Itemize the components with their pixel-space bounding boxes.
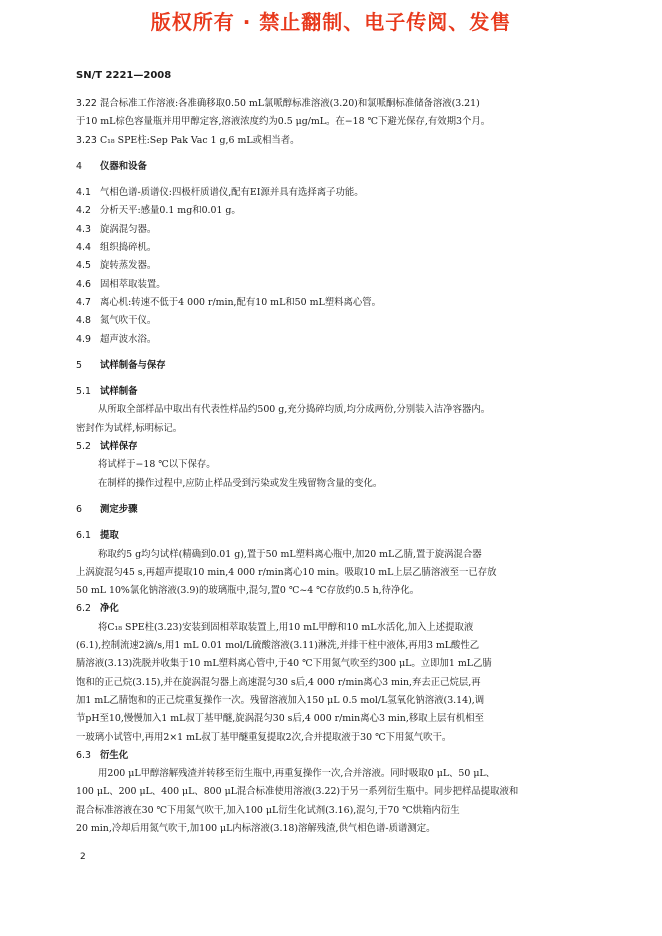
clause-text: 氮气吹干仪。 [100, 315, 157, 327]
section-number: 5 [76, 359, 82, 371]
clause-4-5 [76, 257, 590, 275]
clause-number: 4.5 [76, 260, 91, 272]
paragraph-line: 腈溶液(3.13)洗脱并收集于10 mL塑料离心管中,于40 ℃下用氮气吹至约300 μL。立即加1 mL乙腈 [76, 658, 492, 670]
clause-4-6 [76, 276, 590, 294]
subsection-5-2-heading [76, 438, 590, 456]
section-title: 仪器和设备 [100, 160, 147, 172]
paragraph-line: 一玻璃小试管中,再用2×1 mL叔丁基甲醚重复提取2次,合并提取液于30 ℃下用氮气吹干。 [76, 731, 452, 743]
subsection-title: 衍生化 [100, 749, 129, 761]
paragraph-line: 加1 mL乙腈饱和的正己烷重复操作一次。残留溶液加入150 μL 0.5 mol/L氢氧化钠溶液(3.14),调 [76, 694, 485, 706]
subsection-number: 6.1 [76, 530, 91, 542]
section-number: 6 [76, 503, 82, 515]
section-4-heading [76, 158, 590, 176]
clause-number: 4.6 [76, 278, 91, 290]
clause-number: 4.3 [76, 223, 91, 235]
subsection-6-2-heading [76, 600, 590, 618]
clause-text: 分析天平:感量0.1 mg和0.01 g。 [100, 205, 241, 217]
clause-4-8 [76, 312, 590, 330]
subsection-6-1-heading [76, 527, 590, 545]
clause-text: 旋涡混匀器。 [100, 223, 157, 235]
paragraph-line: (6.1),控制流速2滴/s,用1 mL 0.01 mol/L硫酸溶液(3.11)淋洗,并排干柱中液体,再用3 mL酸性乙 [76, 640, 480, 652]
clause-number: 4.2 [76, 205, 91, 217]
subsection-title: 提取 [100, 530, 119, 542]
paragraph-line: 称取约5 g均匀试样(精确到0.01 g),置于50 mL塑料离心瓶中,加20 mL乙腈,置于旋涡混合器 [98, 548, 482, 560]
subsection-title: 试样保存 [100, 441, 138, 453]
clause-4-9 [76, 331, 590, 349]
clause-text: 气相色谱-质谱仪:四极杆质谱仪,配有EI源并具有选择离子功能。 [100, 187, 364, 199]
clause-text: 组织捣碎机。 [100, 242, 157, 254]
subsection-title: 净化 [100, 603, 119, 615]
paragraph-line: 从所取全部样品中取出有代表性样品约500 g,充分捣碎均质,均分成两份,分别装入洁净容器内。 [98, 404, 491, 416]
subsection-5-1-heading [76, 383, 590, 401]
clause-3-22 [76, 95, 590, 132]
page-number: 2 [80, 852, 86, 862]
clause-number: 4.4 [76, 242, 91, 254]
copyright-banner: 版权所有 · 禁止翻制、电子传阅、发售 [150, 10, 512, 34]
section-5-heading [76, 357, 590, 375]
clause-text: 超声波水浴。 [100, 333, 157, 345]
clause-text: 旋转蒸发器。 [100, 260, 157, 272]
clause-text: 离心机:转速不低于4 000 r/min,配有10 mL和50 mL塑料离心管。 [100, 296, 381, 308]
subsection-number: 6.3 [76, 749, 91, 761]
subsection-title: 试样制备 [100, 386, 138, 398]
standard-code: SN/T 2221—2008 [76, 70, 172, 81]
clause-4-7 [76, 294, 590, 312]
clause-number: 4.1 [76, 187, 91, 199]
subsection-number: 5.1 [76, 386, 91, 398]
subsection-6-3-heading [76, 747, 590, 765]
clause-number: 3.22 [76, 98, 97, 109]
paragraph-line: 混合标准溶液在30 ℃下用氮气吹干,加入100 μL衍生化试剂(3.16),混匀,于70 ℃烘箱内衍生 [76, 804, 460, 816]
paragraph-line: 将C₁₈ SPE柱(3.23)安装到固相萃取装置上,用10 mL甲醇和10 mL水活化,加入上述提取液 [98, 621, 474, 633]
clause-number: 4.8 [76, 315, 91, 327]
clause-text: C₁₈ SPE柱:Sep Pak Vac 1 g,6 mL或相当者。 [100, 134, 300, 146]
clause-4-2 [76, 202, 590, 220]
paragraph-line: 用200 μL甲醇溶解残渣并转移至衍生瓶中,再重复操作一次,合并溶液。同时吸取0 μL、50 μL、 [98, 768, 496, 780]
document-body [76, 95, 590, 838]
paragraph-line: 饱和的正己烷(3.15),并在旋涡混匀器上高速混匀30 s后,4 000 r/min离心3 min,弃去正己烷层,再 [76, 676, 481, 688]
paragraph-line: 上涡旋混匀45 s,再超声提取10 min,4 000 r/min离心10 min。吸取10 mL上层乙腈溶液至一已存放 [76, 566, 497, 578]
paragraph-line: 节pH至10,慢慢加入1 mL叔丁基甲醚,旋涡混匀30 s后,4 000 r/min离心3 min,移取上层有机相至 [76, 713, 484, 725]
subsection-number: 5.2 [76, 441, 91, 453]
paragraph-line: 将试样于−18 ℃以下保存。 [98, 459, 216, 471]
section-6-heading [76, 501, 590, 519]
paragraph-line: 50 mL 10%氯化钠溶液(3.9)的玻璃瓶中,混匀,置0 ℃~4 ℃存放约0.5 h,待净化。 [76, 585, 420, 597]
section-title: 测定步骤 [100, 503, 138, 515]
clause-4-3 [76, 221, 590, 239]
clause-number: 4.7 [76, 296, 91, 308]
clause-text: 固相萃取装置。 [100, 278, 166, 290]
clause-number: 3.23 [76, 134, 97, 146]
subsection-number: 6.2 [76, 603, 91, 615]
section-title: 试样制备与保存 [100, 359, 166, 371]
clause-text: 混合标准工作溶液:各准确移取0.50 mL氯哌醇标准溶液(3.20)和氯哌酮标准储备溶液(3.21) [100, 98, 480, 109]
paragraph-line: 密封作为试样,标明标记。 [76, 422, 183, 434]
clause-number: 4.9 [76, 333, 91, 345]
clause-4-1 [76, 184, 590, 202]
clause-4-4 [76, 239, 590, 257]
paragraph-line: 100 μL、200 μL、400 μL、800 μL混合标准使用溶液(3.22)于另一系列衍生瓶中。同步把样品提取液和 [76, 786, 519, 798]
clause-3-23 [76, 132, 590, 150]
paragraph-line: 在制样的操作过程中,应防止样品受到污染或发生残留物含量的变化。 [98, 477, 383, 489]
section-number: 4 [76, 160, 82, 172]
clause-text: 于10 mL棕色容量瓶并用甲醇定容,溶液浓度约为0.5 μg/mL。在−18 ℃下避光保存,有效期3个月。 [76, 116, 491, 128]
paragraph-line: 20 min,冷却后用氮气吹干,加100 μL内标溶液(3.18)溶解残渣,供气相色谱-质谱测定。 [76, 822, 436, 834]
